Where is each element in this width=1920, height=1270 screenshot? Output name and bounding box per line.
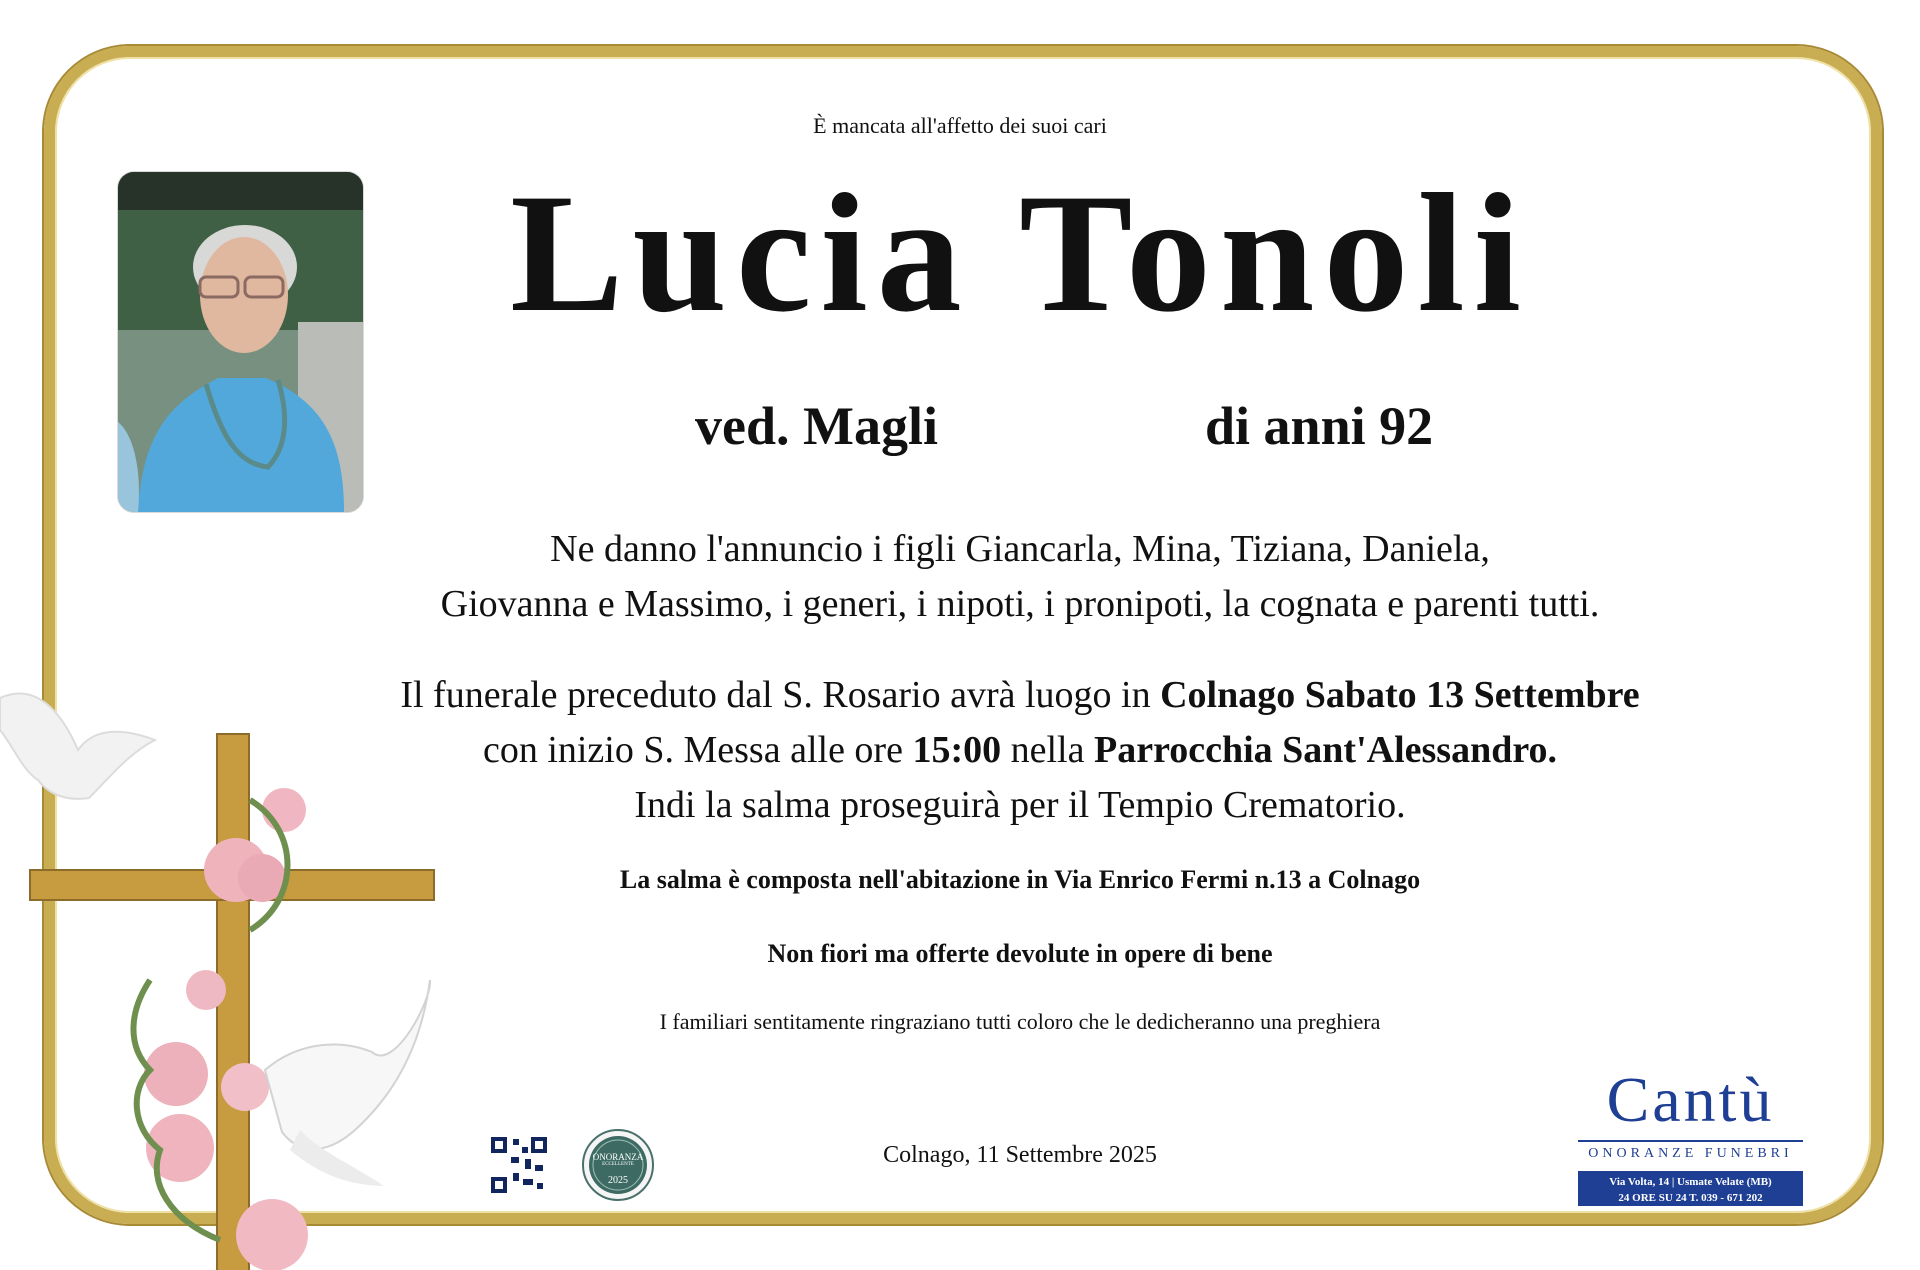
deceased-name: Lucia Tonoli [510,159,1530,347]
dove-icon [0,694,155,799]
funeral-date: Colnago Sabato 13 Settembre [1160,674,1640,716]
widow-of-text: ved. Magli [695,396,938,456]
funeral-church: Parrocchia Sant'Alessandro. [1093,729,1558,771]
announcement-line: Giovanna e Massimo, i generi, i nipoti, i pronipoti, la cognata e parenti tutti. [440,583,1600,625]
age-text: di anni 92 [1205,396,1434,456]
qr-code-icon[interactable] [489,1135,549,1195]
logo-divider [1578,1140,1803,1142]
funeral-line-3: Indi la salma proseguirà per il Tempio Crematorio. [634,784,1406,826]
lying-in-state-text: La salma è composta nell'abitazione in Via Enrico Fermi n.13 a Colnago [619,865,1421,894]
cross-flowers-decoration [0,680,455,1270]
funeral-home-tagline: ONORANZE FUNEBRI [1588,1146,1793,1161]
thanks-text: I familiari sentitamente ringraziano tutti coloro che le dedicheranno una preghiera [659,1009,1381,1034]
announcement-line: Ne danno l'annuncio i figli Giancarla, Mina, Tiziana, Daniela, [550,528,1490,570]
dove-icon [265,980,430,1186]
badge-year: 2025 [608,1175,628,1186]
funeral-home-name: Cantù [1606,1064,1775,1135]
funeral-line-1-prefix: Il funerale preceduto dal S. Rosario avrà luogo in [400,674,1161,716]
funeral-line-2-middle: nella [1001,729,1094,771]
badge-subtitle: ECCELLENTE [602,1162,634,1167]
funeral-home-hours: 24 ORE SU 24 [1618,1192,1687,1204]
funeral-home-phone: T. 039 - 671 202 [1689,1192,1763,1204]
cross-icon [30,734,434,1270]
funeral-home-address: Via Volta, 14 | Usmate Velate (MB) [1609,1176,1772,1188]
badge-title: ONORANZA [592,1152,644,1162]
funeral-home-hours-phone [1578,1190,1803,1206]
intro-text: È mancata all'affetto dei suoi cari [813,113,1107,138]
award-seal-icon [581,1128,655,1202]
place-date-text: Colnago, 11 Settembre 2025 [883,1142,1157,1168]
funeral-home-contact-box [1578,1171,1803,1206]
funeral-home-logo [1578,1064,1803,1208]
flowers-note: Non fiori ma offerte devolute in opere di bene [767,939,1273,968]
announcement-paragraph [60,522,1920,632]
funeral-line-2-prefix: con inizio S. Messa alle ore [482,729,913,771]
funeral-time: 15:00 [912,729,1002,771]
